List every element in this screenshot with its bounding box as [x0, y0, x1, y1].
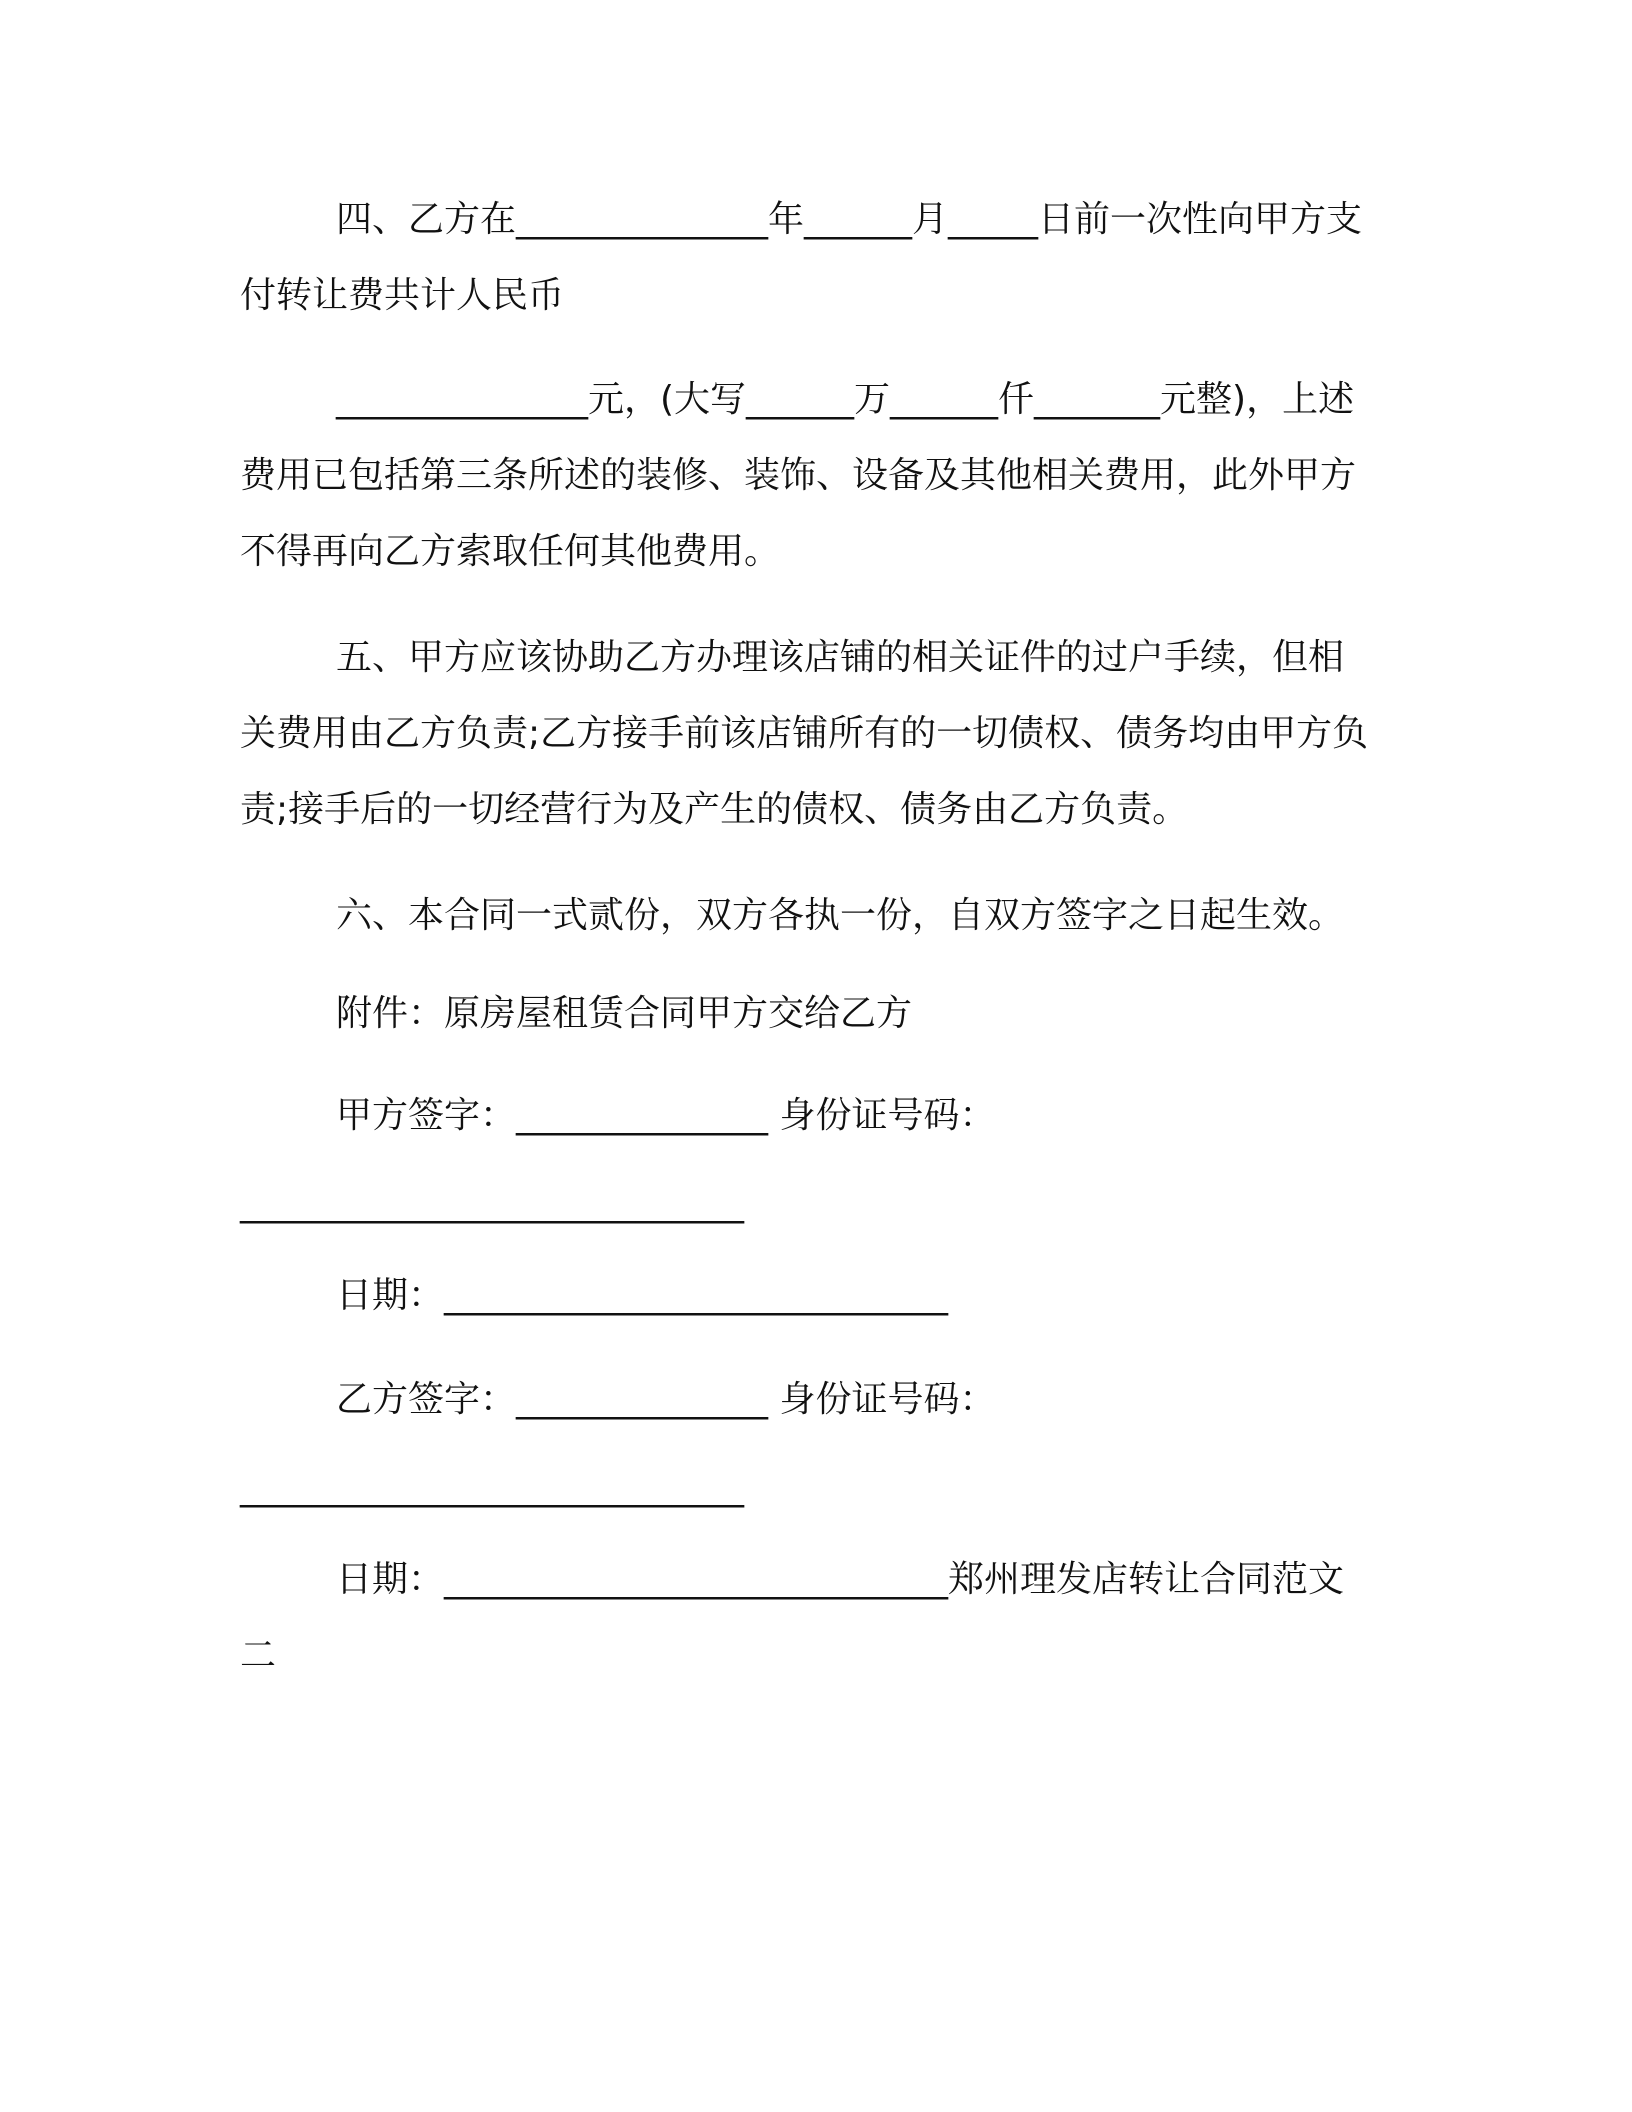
- clause-5-transfer-procedures: 五、甲方应该协助乙方办理该店铺的相关证件的过户手续，但相关费用由乙方负责;乙方接手前该店铺所有的一切债权、债务均由甲方负责;接手后的一切经营行为及产生的债权、债务由乙方负责。: [240, 637, 1369, 830]
- clause-6-copies: 六、本合同一式贰份，双方各执一份，自双方签字之日起生效。: [336, 895, 1345, 936]
- attachment-line: 附件：原房屋租赁合同甲方交给乙方: [336, 993, 913, 1034]
- party-b-id-blank: ____________________________: [240, 1467, 744, 1508]
- party-a-id-blank: ____________________________: [240, 1183, 744, 1224]
- clause-4-payment-deadline: 四、乙方在______________年______月_____日前一次性向甲方支付转让费共计人民币: [240, 199, 1363, 316]
- party-a-date-line: 日期：____________________________: [336, 1275, 949, 1316]
- party-b-date-line: 日期：____________________________郑州理发店转让合同范文二: [240, 1559, 1345, 1676]
- party-a-signature-line: 甲方签字：______________ 身份证号码：: [336, 1095, 996, 1136]
- party-b-signature-line: 乙方签字：______________ 身份证号码：: [336, 1379, 996, 1420]
- clause-4-amount: ______________元，(大写______万______仟_______元整)，上述费用已包括第三条所述的装修、装饰、设备及其他相关费用，此外甲方不得再向乙方索取任何其他费用。: [240, 379, 1357, 572]
